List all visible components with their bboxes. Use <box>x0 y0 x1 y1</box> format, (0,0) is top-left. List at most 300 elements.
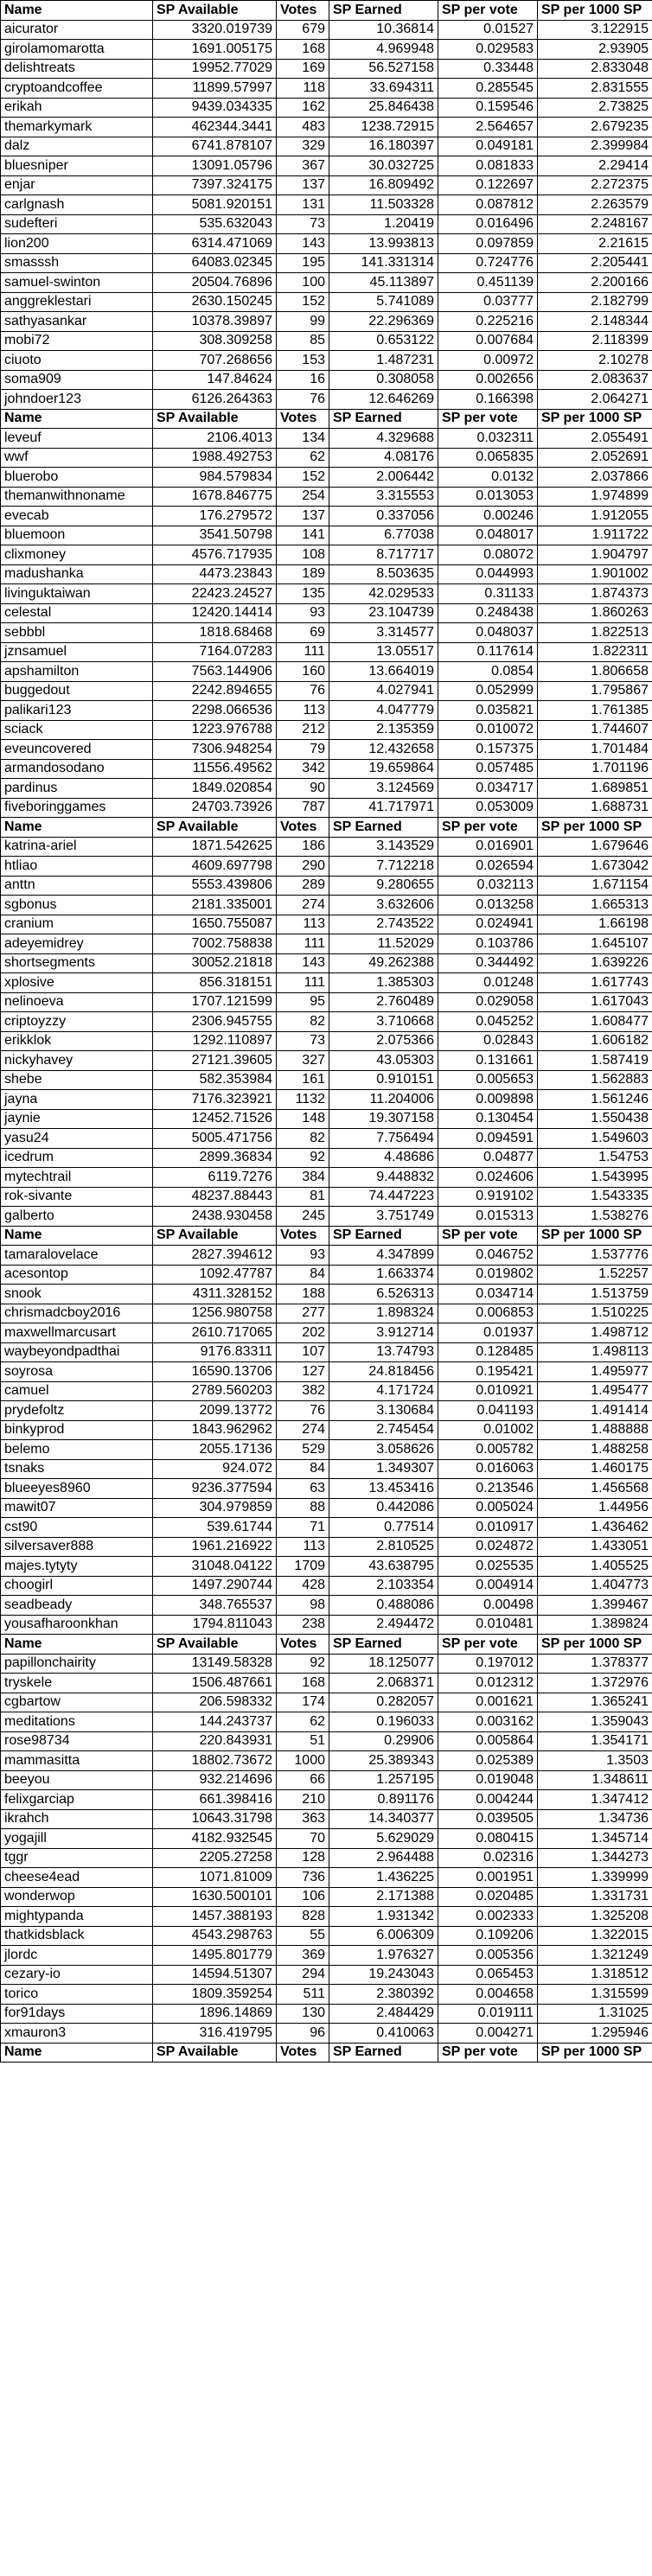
header-sp-available: SP Available <box>153 1226 277 1246</box>
name-cell: meditations <box>1 1712 153 1732</box>
name-cell: samuel-swinton <box>1 273 153 293</box>
table-row <box>1 195 652 215</box>
votes-cell: 428 <box>277 1576 329 1596</box>
sp-available-cell: 5553.439806 <box>153 876 277 896</box>
sp-per-1000-sp-cell: 1.806658 <box>538 662 652 682</box>
header-name: Name <box>1 1635 153 1655</box>
sp-earned-cell: 7.756494 <box>329 1129 438 1149</box>
sp-per-1000-sp-cell: 1.901002 <box>538 564 652 584</box>
sp-earned-cell: 56.527158 <box>329 59 438 79</box>
name-cell: wwf <box>1 448 153 468</box>
votes-cell: 189 <box>277 564 329 584</box>
header-sp-per-1000-sp: SP per 1000 SP <box>538 409 652 429</box>
sp-available-cell: 48237.88443 <box>153 1187 277 1207</box>
votes-cell: 71 <box>277 1518 329 1538</box>
sp-available-cell: 5005.471756 <box>153 1129 277 1149</box>
sp-per-1000-sp-cell: 1.321249 <box>538 1946 652 1966</box>
sp-per-1000-sp-cell: 1.498712 <box>538 1323 652 1343</box>
sp-available-cell: 176.279572 <box>153 507 277 526</box>
sp-earned-cell: 9.280655 <box>329 876 438 896</box>
table-row <box>1 1985 652 2005</box>
name-cell: wonderwop <box>1 1887 153 1907</box>
sp-available-cell: 14594.51307 <box>153 1965 277 1985</box>
sp-earned-cell: 8.503635 <box>329 564 438 584</box>
sp-available-cell: 1223.976788 <box>153 720 277 740</box>
sp-per-vote-cell: 0.002333 <box>438 1907 538 1927</box>
sp-earned-cell: 13.05517 <box>329 642 438 662</box>
header-name: Name <box>1 1226 153 1246</box>
sp-per-1000-sp-cell: 1.673042 <box>538 857 652 877</box>
sp-earned-cell: 2.964488 <box>329 1848 438 1868</box>
sp-per-vote-cell: 0.012312 <box>438 1674 538 1693</box>
sp-available-cell: 2242.894655 <box>153 681 277 701</box>
sp-available-cell: 2306.945755 <box>153 1012 277 1032</box>
sp-earned-cell: 1.257195 <box>329 1770 438 1790</box>
sp-earned-cell: 3.912714 <box>329 1323 438 1343</box>
sp-earned-cell: 19.659864 <box>329 759 438 779</box>
sp-earned-cell: 1.931342 <box>329 1907 438 1927</box>
votes-cell: 186 <box>277 837 329 857</box>
name-cell: waybeyondpadthai <box>1 1342 153 1362</box>
sp-available-cell: 7563.144906 <box>153 662 277 682</box>
table-row <box>1 429 652 449</box>
sp-earned-cell: 2.006442 <box>329 468 438 488</box>
table-row <box>1 662 652 682</box>
votes-cell: 99 <box>277 312 329 332</box>
name-cell: jaynie <box>1 1109 153 1129</box>
sp-per-1000-sp-cell: 1.543995 <box>538 1168 652 1188</box>
sp-per-1000-sp-cell: 1.389824 <box>538 1615 652 1635</box>
header-row <box>1 1 652 21</box>
table-row <box>1 40 652 60</box>
name-cell: jznsamuel <box>1 642 153 662</box>
sp-per-1000-sp-cell: 1.3503 <box>538 1751 652 1771</box>
sp-available-cell: 5081.920151 <box>153 195 277 215</box>
votes-cell: 277 <box>277 1304 329 1323</box>
name-cell: mytechtrail <box>1 1168 153 1188</box>
sp-per-1000-sp-cell: 1.744607 <box>538 720 652 740</box>
sp-available-cell: 13149.58328 <box>153 1654 277 1674</box>
sp-available-cell: 13091.05796 <box>153 156 277 176</box>
sp-per-vote-cell: 0.048017 <box>438 526 538 545</box>
votes-cell: 95 <box>277 992 329 1012</box>
table-row <box>1 857 652 877</box>
sp-earned-cell: 16.180397 <box>329 137 438 156</box>
sp-earned-cell: 0.488086 <box>329 1596 438 1616</box>
sp-available-cell: 1630.500101 <box>153 1887 277 1907</box>
sp-available-cell: 7306.948254 <box>153 740 277 760</box>
name-cell: clixmoney <box>1 545 153 565</box>
sp-earned-cell: 13.453416 <box>329 1479 438 1499</box>
sp-per-1000-sp-cell: 2.833048 <box>538 59 652 79</box>
sp-per-1000-sp-cell: 1.331731 <box>538 1887 652 1907</box>
sp-available-cell: 661.398416 <box>153 1790 277 1810</box>
sp-available-cell: 9236.377594 <box>153 1479 277 1499</box>
sp-available-cell: 707.268656 <box>153 351 277 371</box>
name-cell: jayna <box>1 1090 153 1110</box>
table-row <box>1 234 652 254</box>
table-row <box>1 1615 652 1635</box>
sp-per-vote-cell: 0.117614 <box>438 642 538 662</box>
sp-earned-cell: 8.717717 <box>329 545 438 565</box>
sp-per-1000-sp-cell: 1.761385 <box>538 701 652 721</box>
sp-per-vote-cell: 0.01527 <box>438 20 538 40</box>
table-row <box>1 837 652 857</box>
sp-per-vote-cell: 0.157375 <box>438 740 538 760</box>
name-cell: majes.tytyty <box>1 1557 153 1577</box>
sp-earned-cell: 23.104739 <box>329 603 438 623</box>
sp-earned-cell: 43.638795 <box>329 1557 438 1577</box>
sp-per-vote-cell: 0.005024 <box>438 1498 538 1518</box>
name-cell: palikari123 <box>1 701 153 721</box>
sp-available-cell: 30052.21818 <box>153 953 277 973</box>
sp-per-vote-cell: 0.080415 <box>438 1829 538 1849</box>
table-row <box>1 1362 652 1382</box>
sp-per-1000-sp-cell: 1.689851 <box>538 779 652 799</box>
votes-cell: 73 <box>277 214 329 234</box>
name-cell: apshamilton <box>1 662 153 682</box>
table-row <box>1 1459 652 1479</box>
sp-per-1000-sp-cell: 1.460175 <box>538 1459 652 1479</box>
table-row <box>1 1381 652 1401</box>
sp-available-cell: 2181.335001 <box>153 896 277 915</box>
votes-cell: 84 <box>277 1265 329 1285</box>
sp-per-vote-cell: 0.015313 <box>438 1207 538 1227</box>
sp-available-cell: 932.214696 <box>153 1770 277 1790</box>
sp-available-cell: 1092.47787 <box>153 1265 277 1285</box>
votes-cell: 137 <box>277 175 329 195</box>
name-cell: tryskele <box>1 1674 153 1693</box>
name-cell: cheese4ead <box>1 1868 153 1888</box>
sp-earned-cell: 4.047779 <box>329 701 438 721</box>
table-row <box>1 701 652 721</box>
name-cell: maxwellmarcusart <box>1 1323 153 1343</box>
sp-per-vote-cell: 0.197012 <box>438 1654 538 1674</box>
sp-available-cell: 3541.50798 <box>153 526 277 545</box>
sp-available-cell: 1707.121599 <box>153 992 277 1012</box>
name-cell: anggreklestari <box>1 292 153 312</box>
sp-per-vote-cell: 0.0854 <box>438 662 538 682</box>
header-votes: Votes <box>277 1635 329 1655</box>
sp-per-vote-cell: 0.094591 <box>438 1129 538 1149</box>
table-row <box>1 1148 652 1168</box>
sp-per-vote-cell: 0.019111 <box>438 2004 538 2024</box>
sp-per-1000-sp-cell: 1.436462 <box>538 1518 652 1538</box>
name-cell: aicurator <box>1 20 153 40</box>
votes-cell: 113 <box>277 915 329 934</box>
table-row <box>1 740 652 760</box>
sp-per-1000-sp-cell: 1.347412 <box>538 1790 652 1810</box>
sp-per-1000-sp-cell: 1.354171 <box>538 1731 652 1751</box>
sp-per-vote-cell: 0.057485 <box>438 759 538 779</box>
table-row <box>1 507 652 526</box>
sp-per-vote-cell: 0.00246 <box>438 507 538 526</box>
sp-earned-cell: 2.760489 <box>329 992 438 1012</box>
sp-per-1000-sp-cell: 1.378377 <box>538 1654 652 1674</box>
table-row <box>1 1246 652 1266</box>
sp-available-cell: 535.632043 <box>153 214 277 234</box>
header-votes: Votes <box>277 409 329 429</box>
header-sp-earned: SP Earned <box>329 2043 438 2063</box>
sp-per-1000-sp-cell: 2.248167 <box>538 214 652 234</box>
header-sp-available: SP Available <box>153 1635 277 1655</box>
sp-available-cell: 18802.73672 <box>153 1751 277 1771</box>
sp-per-1000-sp-cell: 1.52257 <box>538 1265 652 1285</box>
name-cell: nelinoeva <box>1 992 153 1012</box>
name-cell: mobi72 <box>1 331 153 351</box>
sp-per-vote-cell: 0.005653 <box>438 1070 538 1090</box>
sp-per-vote-cell: 0.029058 <box>438 992 538 1012</box>
sp-earned-cell: 45.113897 <box>329 273 438 293</box>
sp-per-1000-sp-cell: 1.365241 <box>538 1693 652 1712</box>
votes-cell: 161 <box>277 1070 329 1090</box>
sp-per-vote-cell: 0.005864 <box>438 1731 538 1751</box>
sp-per-1000-sp-cell: 1.399467 <box>538 1596 652 1616</box>
sp-earned-cell: 1.385303 <box>329 973 438 993</box>
sp-earned-cell: 1.898324 <box>329 1304 438 1323</box>
sp-per-vote-cell: 0.019802 <box>438 1265 538 1285</box>
votes-cell: 245 <box>277 1207 329 1227</box>
table-row <box>1 545 652 565</box>
votes-cell: 369 <box>277 1946 329 1966</box>
name-cell: ikrahch <box>1 1809 153 1829</box>
sp-per-vote-cell: 0.248438 <box>438 603 538 623</box>
table-row <box>1 1342 652 1362</box>
header-votes: Votes <box>277 2043 329 2063</box>
sp-earned-cell: 0.77514 <box>329 1518 438 1538</box>
sp-per-1000-sp-cell: 1.549603 <box>538 1129 652 1149</box>
votes-cell: 70 <box>277 1829 329 1849</box>
sp-per-1000-sp-cell: 1.537776 <box>538 1246 652 1266</box>
sp-available-cell: 1457.388193 <box>153 1907 277 1927</box>
votes-cell: 111 <box>277 934 329 954</box>
sp-available-cell: 924.072 <box>153 1459 277 1479</box>
votes-cell: 152 <box>277 292 329 312</box>
table-row <box>1 896 652 915</box>
votes-cell: 111 <box>277 973 329 993</box>
votes-cell: 92 <box>277 1654 329 1674</box>
sp-per-1000-sp-cell: 1.498113 <box>538 1342 652 1362</box>
sp-per-1000-sp-cell: 2.10278 <box>538 351 652 371</box>
votes-cell: 511 <box>277 1985 329 2005</box>
sp-earned-cell: 0.442086 <box>329 1498 438 1518</box>
sp-earned-cell: 4.329688 <box>329 429 438 449</box>
sp-earned-cell: 0.910151 <box>329 1070 438 1090</box>
sp-available-cell: 316.419795 <box>153 2024 277 2044</box>
table-row <box>1 1790 652 1810</box>
table-row <box>1 720 652 740</box>
header-sp-earned: SP Earned <box>329 818 438 838</box>
sp-per-1000-sp-cell: 1.617743 <box>538 973 652 993</box>
sp-per-vote-cell: 0.035821 <box>438 701 538 721</box>
votes-cell: 93 <box>277 603 329 623</box>
sp-earned-cell: 13.664019 <box>329 662 438 682</box>
sp-per-vote-cell: 0.00972 <box>438 351 538 371</box>
sp-per-vote-cell: 0.034714 <box>438 1285 538 1304</box>
sp-available-cell: 308.309258 <box>153 331 277 351</box>
sp-per-vote-cell: 0.081833 <box>438 156 538 176</box>
name-cell: beeyou <box>1 1770 153 1790</box>
sp-per-vote-cell: 0.451139 <box>438 273 538 293</box>
votes-cell: 787 <box>277 798 329 818</box>
name-cell: mawit07 <box>1 1498 153 1518</box>
sp-earned-cell: 11.204006 <box>329 1090 438 1110</box>
table-row <box>1 1712 652 1732</box>
sp-per-1000-sp-cell: 2.93905 <box>538 40 652 60</box>
votes-cell: 254 <box>277 487 329 507</box>
sp-per-vote-cell: 0.213546 <box>438 1479 538 1499</box>
name-cell: acesontop <box>1 1265 153 1285</box>
header-sp-available: SP Available <box>153 1 277 21</box>
votes-cell: 100 <box>277 273 329 293</box>
sp-earned-cell: 3.130684 <box>329 1401 438 1421</box>
sp-per-1000-sp-cell: 1.488888 <box>538 1420 652 1440</box>
sp-available-cell: 7176.323921 <box>153 1090 277 1110</box>
table-row <box>1 1868 652 1888</box>
sp-available-cell: 4543.298763 <box>153 1926 277 1946</box>
sp-per-vote-cell: 0.048037 <box>438 623 538 643</box>
table-row <box>1 1207 652 1227</box>
name-cell: cst90 <box>1 1518 153 1538</box>
sp-per-vote-cell: 0.097859 <box>438 234 538 254</box>
name-cell: katrina-ariel <box>1 837 153 857</box>
votes-cell: 143 <box>277 234 329 254</box>
sp-per-vote-cell: 0.002656 <box>438 370 538 390</box>
sp-per-vote-cell: 0.166398 <box>438 390 538 410</box>
sp-per-vote-cell: 0.016901 <box>438 837 538 857</box>
sp-per-1000-sp-cell: 1.433051 <box>538 1537 652 1557</box>
sp-per-1000-sp-cell: 2.182799 <box>538 292 652 312</box>
sp-earned-cell: 2.743522 <box>329 915 438 934</box>
votes-cell: 62 <box>277 448 329 468</box>
name-cell: sciack <box>1 720 153 740</box>
votes-cell: 384 <box>277 1168 329 1188</box>
table-row <box>1 623 652 643</box>
sp-available-cell: 10378.39897 <box>153 312 277 332</box>
table-row <box>1 1285 652 1304</box>
name-cell: tamaralovelace <box>1 1246 153 1266</box>
sp-per-1000-sp-cell: 1.325208 <box>538 1907 652 1927</box>
header-sp-earned: SP Earned <box>329 1 438 21</box>
sp-available-cell: 4576.717935 <box>153 545 277 565</box>
table-row <box>1 1265 652 1285</box>
votes-cell: 96 <box>277 2024 329 2044</box>
sp-available-cell: 220.843931 <box>153 1731 277 1751</box>
sp-per-vote-cell: 0.004658 <box>438 1985 538 2005</box>
table-row <box>1 992 652 1012</box>
sp-per-1000-sp-cell: 2.205441 <box>538 253 652 273</box>
name-cell: htliao <box>1 857 153 877</box>
sp-per-1000-sp-cell: 1.550438 <box>538 1109 652 1129</box>
sp-per-1000-sp-cell: 1.315599 <box>538 1985 652 2005</box>
sp-earned-cell: 0.410063 <box>329 2024 438 2044</box>
votes-cell: 141 <box>277 526 329 545</box>
sp-per-vote-cell: 0.044993 <box>438 564 538 584</box>
sp-earned-cell: 19.307158 <box>329 1109 438 1129</box>
sp-earned-cell: 6.526313 <box>329 1285 438 1304</box>
sp-per-vote-cell: 2.564657 <box>438 118 538 137</box>
table-row <box>1 1051 652 1071</box>
table-row <box>1 370 652 390</box>
sp-earned-cell: 12.646269 <box>329 390 438 410</box>
table-row <box>1 1031 652 1051</box>
votes-cell: 63 <box>277 1479 329 1499</box>
sp-per-vote-cell: 0.010072 <box>438 720 538 740</box>
sp-available-cell: 2099.13772 <box>153 1401 277 1421</box>
header-name: Name <box>1 1 153 21</box>
sp-available-cell: 144.243737 <box>153 1712 277 1732</box>
table-row <box>1 953 652 973</box>
sp-earned-cell: 5.629029 <box>329 1829 438 1849</box>
sp-per-1000-sp-cell: 1.822311 <box>538 642 652 662</box>
name-cell: tsnaks <box>1 1459 153 1479</box>
sp-per-1000-sp-cell: 1.688731 <box>538 798 652 818</box>
sp-per-1000-sp-cell: 1.679646 <box>538 837 652 857</box>
sp-per-vote-cell: 0.065453 <box>438 1965 538 1985</box>
sp-available-cell: 9439.034335 <box>153 98 277 118</box>
sp-available-cell: 10643.31798 <box>153 1809 277 1829</box>
name-cell: themarkymark <box>1 118 153 137</box>
name-cell: papillonchairity <box>1 1654 153 1674</box>
header-sp-available: SP Available <box>153 818 277 838</box>
sp-earned-cell: 4.171724 <box>329 1381 438 1401</box>
name-cell: sudefteri <box>1 214 153 234</box>
table-row <box>1 1168 652 1188</box>
sp-per-vote-cell: 0.026594 <box>438 857 538 877</box>
table-row <box>1 1070 652 1090</box>
sp-available-cell: 4311.328152 <box>153 1285 277 1304</box>
name-cell: eveuncovered <box>1 740 153 760</box>
sp-earned-cell: 1.349307 <box>329 1459 438 1479</box>
sp-per-vote-cell: 0.02843 <box>438 1031 538 1051</box>
sp-per-1000-sp-cell: 1.372976 <box>538 1674 652 1693</box>
table-row <box>1 1187 652 1207</box>
name-cell: celestal <box>1 603 153 623</box>
sp-earned-cell: 3.751749 <box>329 1207 438 1227</box>
votes-cell: 128 <box>277 1848 329 1868</box>
sp-available-cell: 1678.846775 <box>153 487 277 507</box>
sp-per-vote-cell: 0.016496 <box>438 214 538 234</box>
votes-cell: 274 <box>277 896 329 915</box>
votes-cell: 85 <box>277 331 329 351</box>
sp-per-1000-sp-cell: 2.200166 <box>538 273 652 293</box>
sp-per-vote-cell: 0.004244 <box>438 1790 538 1810</box>
table-row <box>1 331 652 351</box>
votes-cell: 98 <box>277 1596 329 1616</box>
table-row <box>1 603 652 623</box>
sp-per-vote-cell: 0.33448 <box>438 59 538 79</box>
sp-available-cell: 6119.7276 <box>153 1168 277 1188</box>
header-sp-per-1000-sp: SP per 1000 SP <box>538 2043 652 2063</box>
name-cell: felixgarciap <box>1 1790 153 1810</box>
sp-per-1000-sp-cell: 1.639226 <box>538 953 652 973</box>
name-cell: madushanka <box>1 564 153 584</box>
sp-per-1000-sp-cell: 2.831555 <box>538 79 652 99</box>
sp-earned-cell: 5.741089 <box>329 292 438 312</box>
name-cell: criptoyzzy <box>1 1012 153 1032</box>
sp-per-1000-sp-cell: 2.052691 <box>538 448 652 468</box>
sp-available-cell: 2630.150245 <box>153 292 277 312</box>
header-sp-per-vote: SP per vote <box>438 1635 538 1655</box>
name-cell: pardinus <box>1 779 153 799</box>
sp-earned-cell: 2.745454 <box>329 1420 438 1440</box>
sp-earned-cell: 1238.72915 <box>329 118 438 137</box>
sp-per-vote-cell: 0.04877 <box>438 1148 538 1168</box>
votes-cell: 88 <box>277 1498 329 1518</box>
name-cell: rok-sivante <box>1 1187 153 1207</box>
name-cell: xplosive <box>1 973 153 993</box>
sp-available-cell: 6126.264363 <box>153 390 277 410</box>
